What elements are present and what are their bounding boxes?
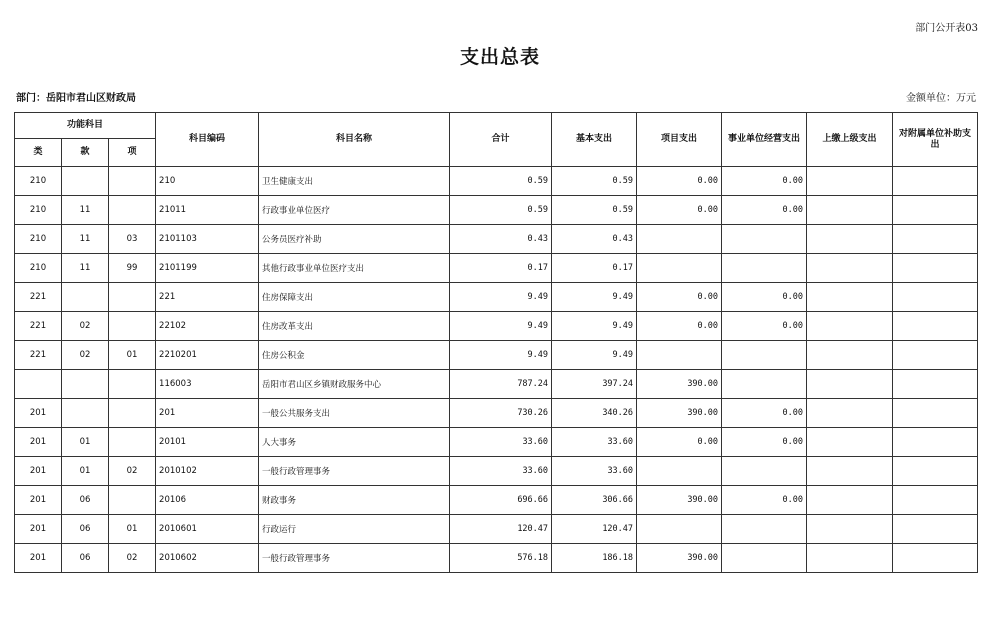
cell-lei: 221 bbox=[15, 283, 62, 312]
cell-kuan: 06 bbox=[62, 544, 109, 573]
cell-business: 0.00 bbox=[722, 428, 807, 457]
cell-kuan bbox=[62, 283, 109, 312]
cell-total: 9.49 bbox=[450, 283, 552, 312]
cell-name: 住房保障支出 bbox=[259, 283, 450, 312]
cell-basic: 0.17 bbox=[552, 254, 637, 283]
cell-kuan bbox=[62, 167, 109, 196]
cell-name: 住房改革支出 bbox=[259, 312, 450, 341]
cell-name: 公务员医疗补助 bbox=[259, 225, 450, 254]
cell-lei: 221 bbox=[15, 312, 62, 341]
cell-xiang: 03 bbox=[109, 225, 156, 254]
cell-project bbox=[637, 225, 722, 254]
header-xiang: 项 bbox=[109, 139, 156, 167]
cell-xiang bbox=[109, 283, 156, 312]
header-subsidy: 对附属单位补助支出 bbox=[893, 113, 978, 167]
table-row bbox=[15, 370, 978, 399]
table-row bbox=[15, 312, 978, 341]
cell-business: 0.00 bbox=[722, 399, 807, 428]
table-row bbox=[15, 167, 978, 196]
expenditure-table bbox=[14, 112, 978, 573]
header-name: 科目名称 bbox=[259, 113, 450, 167]
cell-basic: 0.59 bbox=[552, 167, 637, 196]
header-code: 科目编码 bbox=[156, 113, 259, 167]
cell-kuan bbox=[62, 370, 109, 399]
cell-basic: 33.60 bbox=[552, 457, 637, 486]
cell-xiang: 01 bbox=[109, 341, 156, 370]
cell-subsidy bbox=[893, 225, 978, 254]
cell-subsidy bbox=[893, 254, 978, 283]
cell-lei: 201 bbox=[15, 515, 62, 544]
cell-business: 0.00 bbox=[722, 486, 807, 515]
cell-total: 33.60 bbox=[450, 457, 552, 486]
cell-subsidy bbox=[893, 428, 978, 457]
cell-lei: 201 bbox=[15, 544, 62, 573]
table-row bbox=[15, 283, 978, 312]
cell-basic: 340.26 bbox=[552, 399, 637, 428]
cell-code: 210 bbox=[156, 167, 259, 196]
cell-business bbox=[722, 254, 807, 283]
cell-kuan: 06 bbox=[62, 515, 109, 544]
cell-upper bbox=[807, 486, 893, 515]
cell-total: 9.49 bbox=[450, 312, 552, 341]
cell-business: 0.00 bbox=[722, 167, 807, 196]
cell-total: 696.66 bbox=[450, 486, 552, 515]
cell-total: 33.60 bbox=[450, 428, 552, 457]
cell-project: 0.00 bbox=[637, 283, 722, 312]
cell-code: 2010601 bbox=[156, 515, 259, 544]
cell-upper bbox=[807, 544, 893, 573]
cell-upper bbox=[807, 370, 893, 399]
cell-project: 390.00 bbox=[637, 544, 722, 573]
cell-name: 人大事务 bbox=[259, 428, 450, 457]
cell-code: 2101199 bbox=[156, 254, 259, 283]
cell-upper bbox=[807, 341, 893, 370]
cell-upper bbox=[807, 196, 893, 225]
cell-lei: 210 bbox=[15, 254, 62, 283]
cell-kuan: 06 bbox=[62, 486, 109, 515]
cell-total: 120.47 bbox=[450, 515, 552, 544]
cell-subsidy bbox=[893, 486, 978, 515]
cell-basic: 9.49 bbox=[552, 283, 637, 312]
cell-business bbox=[722, 544, 807, 573]
cell-total: 576.18 bbox=[450, 544, 552, 573]
table-row bbox=[15, 341, 978, 370]
cell-xiang bbox=[109, 428, 156, 457]
cell-subsidy bbox=[893, 283, 978, 312]
department-label: 部门：岳阳市君山区财政局 bbox=[16, 93, 136, 104]
cell-name: 行政事业单位医疗 bbox=[259, 196, 450, 225]
cell-basic: 33.60 bbox=[552, 428, 637, 457]
table-body bbox=[15, 167, 978, 573]
cell-kuan bbox=[62, 399, 109, 428]
cell-total: 787.24 bbox=[450, 370, 552, 399]
cell-upper bbox=[807, 283, 893, 312]
table-row bbox=[15, 457, 978, 486]
cell-project bbox=[637, 254, 722, 283]
cell-project: 0.00 bbox=[637, 428, 722, 457]
table-row bbox=[15, 254, 978, 283]
cell-kuan: 02 bbox=[62, 312, 109, 341]
cell-upper bbox=[807, 225, 893, 254]
cell-project: 390.00 bbox=[637, 399, 722, 428]
cell-business bbox=[722, 457, 807, 486]
cell-kuan: 01 bbox=[62, 457, 109, 486]
cell-subsidy bbox=[893, 399, 978, 428]
cell-project bbox=[637, 515, 722, 544]
cell-code: 21011 bbox=[156, 196, 259, 225]
cell-kuan: 01 bbox=[62, 428, 109, 457]
cell-lei: 210 bbox=[15, 225, 62, 254]
cell-subsidy bbox=[893, 515, 978, 544]
cell-kuan: 02 bbox=[62, 341, 109, 370]
cell-subsidy bbox=[893, 544, 978, 573]
cell-code: 2101103 bbox=[156, 225, 259, 254]
table-row bbox=[15, 399, 978, 428]
cell-code: 2210201 bbox=[156, 341, 259, 370]
cell-project: 0.00 bbox=[637, 196, 722, 225]
table-row bbox=[15, 196, 978, 225]
cell-total: 0.59 bbox=[450, 167, 552, 196]
cell-business bbox=[722, 515, 807, 544]
cell-business bbox=[722, 341, 807, 370]
cell-total: 730.26 bbox=[450, 399, 552, 428]
cell-business: 0.00 bbox=[722, 283, 807, 312]
table-row bbox=[15, 544, 978, 573]
header-lei: 类 bbox=[15, 139, 62, 167]
cell-total: 0.17 bbox=[450, 254, 552, 283]
cell-upper bbox=[807, 428, 893, 457]
table-row bbox=[15, 515, 978, 544]
cell-xiang bbox=[109, 399, 156, 428]
header-kuan: 款 bbox=[62, 139, 109, 167]
cell-lei: 201 bbox=[15, 486, 62, 515]
cell-project: 390.00 bbox=[637, 486, 722, 515]
cell-business bbox=[722, 225, 807, 254]
cell-subsidy bbox=[893, 457, 978, 486]
cell-xiang bbox=[109, 486, 156, 515]
header-total: 合计 bbox=[450, 113, 552, 167]
cell-code: 116003 bbox=[156, 370, 259, 399]
cell-subsidy bbox=[893, 167, 978, 196]
cell-lei: 221 bbox=[15, 341, 62, 370]
cell-name: 住房公积金 bbox=[259, 341, 450, 370]
cell-code: 22102 bbox=[156, 312, 259, 341]
cell-upper bbox=[807, 254, 893, 283]
cell-xiang: 01 bbox=[109, 515, 156, 544]
header-upper: 上缴上级支出 bbox=[807, 113, 893, 167]
cell-project: 390.00 bbox=[637, 370, 722, 399]
header-project: 项目支出 bbox=[637, 113, 722, 167]
cell-upper bbox=[807, 312, 893, 341]
cell-name: 财政事务 bbox=[259, 486, 450, 515]
cell-basic: 9.49 bbox=[552, 312, 637, 341]
cell-xiang bbox=[109, 312, 156, 341]
cell-name: 一般公共服务支出 bbox=[259, 399, 450, 428]
cell-subsidy bbox=[893, 196, 978, 225]
cell-project: 0.00 bbox=[637, 167, 722, 196]
cell-xiang bbox=[109, 196, 156, 225]
form-code: 部门公开表03 bbox=[915, 23, 978, 34]
table-row bbox=[15, 486, 978, 515]
cell-basic: 0.43 bbox=[552, 225, 637, 254]
cell-xiang bbox=[109, 370, 156, 399]
cell-xiang: 02 bbox=[109, 457, 156, 486]
cell-code: 20101 bbox=[156, 428, 259, 457]
cell-lei: 201 bbox=[15, 428, 62, 457]
cell-code: 2010602 bbox=[156, 544, 259, 573]
cell-subsidy bbox=[893, 341, 978, 370]
cell-business: 0.00 bbox=[722, 196, 807, 225]
amount-unit-label: 金额单位：万元 bbox=[906, 93, 976, 104]
cell-total: 9.49 bbox=[450, 341, 552, 370]
cell-basic: 9.49 bbox=[552, 341, 637, 370]
cell-basic: 120.47 bbox=[552, 515, 637, 544]
cell-subsidy bbox=[893, 370, 978, 399]
cell-upper bbox=[807, 167, 893, 196]
cell-basic: 0.59 bbox=[552, 196, 637, 225]
cell-kuan: 11 bbox=[62, 254, 109, 283]
cell-project: 0.00 bbox=[637, 312, 722, 341]
cell-project bbox=[637, 457, 722, 486]
cell-basic: 397.24 bbox=[552, 370, 637, 399]
cell-name: 卫生健康支出 bbox=[259, 167, 450, 196]
cell-subsidy bbox=[893, 312, 978, 341]
cell-total: 0.43 bbox=[450, 225, 552, 254]
cell-code: 221 bbox=[156, 283, 259, 312]
cell-name: 其他行政事业单位医疗支出 bbox=[259, 254, 450, 283]
cell-upper bbox=[807, 399, 893, 428]
header-func-group: 功能科目 bbox=[15, 113, 156, 139]
cell-lei: 201 bbox=[15, 399, 62, 428]
cell-business: 0.00 bbox=[722, 312, 807, 341]
cell-name: 行政运行 bbox=[259, 515, 450, 544]
cell-lei bbox=[15, 370, 62, 399]
cell-lei: 210 bbox=[15, 196, 62, 225]
cell-xiang bbox=[109, 167, 156, 196]
cell-lei: 201 bbox=[15, 457, 62, 486]
cell-upper bbox=[807, 515, 893, 544]
cell-business bbox=[722, 370, 807, 399]
table-row bbox=[15, 225, 978, 254]
cell-basic: 186.18 bbox=[552, 544, 637, 573]
cell-total: 0.59 bbox=[450, 196, 552, 225]
cell-xiang: 99 bbox=[109, 254, 156, 283]
cell-lei: 210 bbox=[15, 167, 62, 196]
cell-basic: 306.66 bbox=[552, 486, 637, 515]
cell-code: 2010102 bbox=[156, 457, 259, 486]
table-row bbox=[15, 428, 978, 457]
cell-code: 201 bbox=[156, 399, 259, 428]
cell-name: 岳阳市君山区乡镇财政服务中心 bbox=[259, 370, 450, 399]
header-business: 事业单位经营支出 bbox=[722, 113, 807, 167]
cell-project bbox=[637, 341, 722, 370]
header-basic: 基本支出 bbox=[552, 113, 637, 167]
cell-code: 20106 bbox=[156, 486, 259, 515]
page-title: 支出总表 bbox=[459, 46, 540, 68]
cell-xiang: 02 bbox=[109, 544, 156, 573]
cell-upper bbox=[807, 457, 893, 486]
cell-kuan: 11 bbox=[62, 225, 109, 254]
cell-name: 一般行政管理事务 bbox=[259, 544, 450, 573]
cell-kuan: 11 bbox=[62, 196, 109, 225]
cell-name: 一般行政管理事务 bbox=[259, 457, 450, 486]
